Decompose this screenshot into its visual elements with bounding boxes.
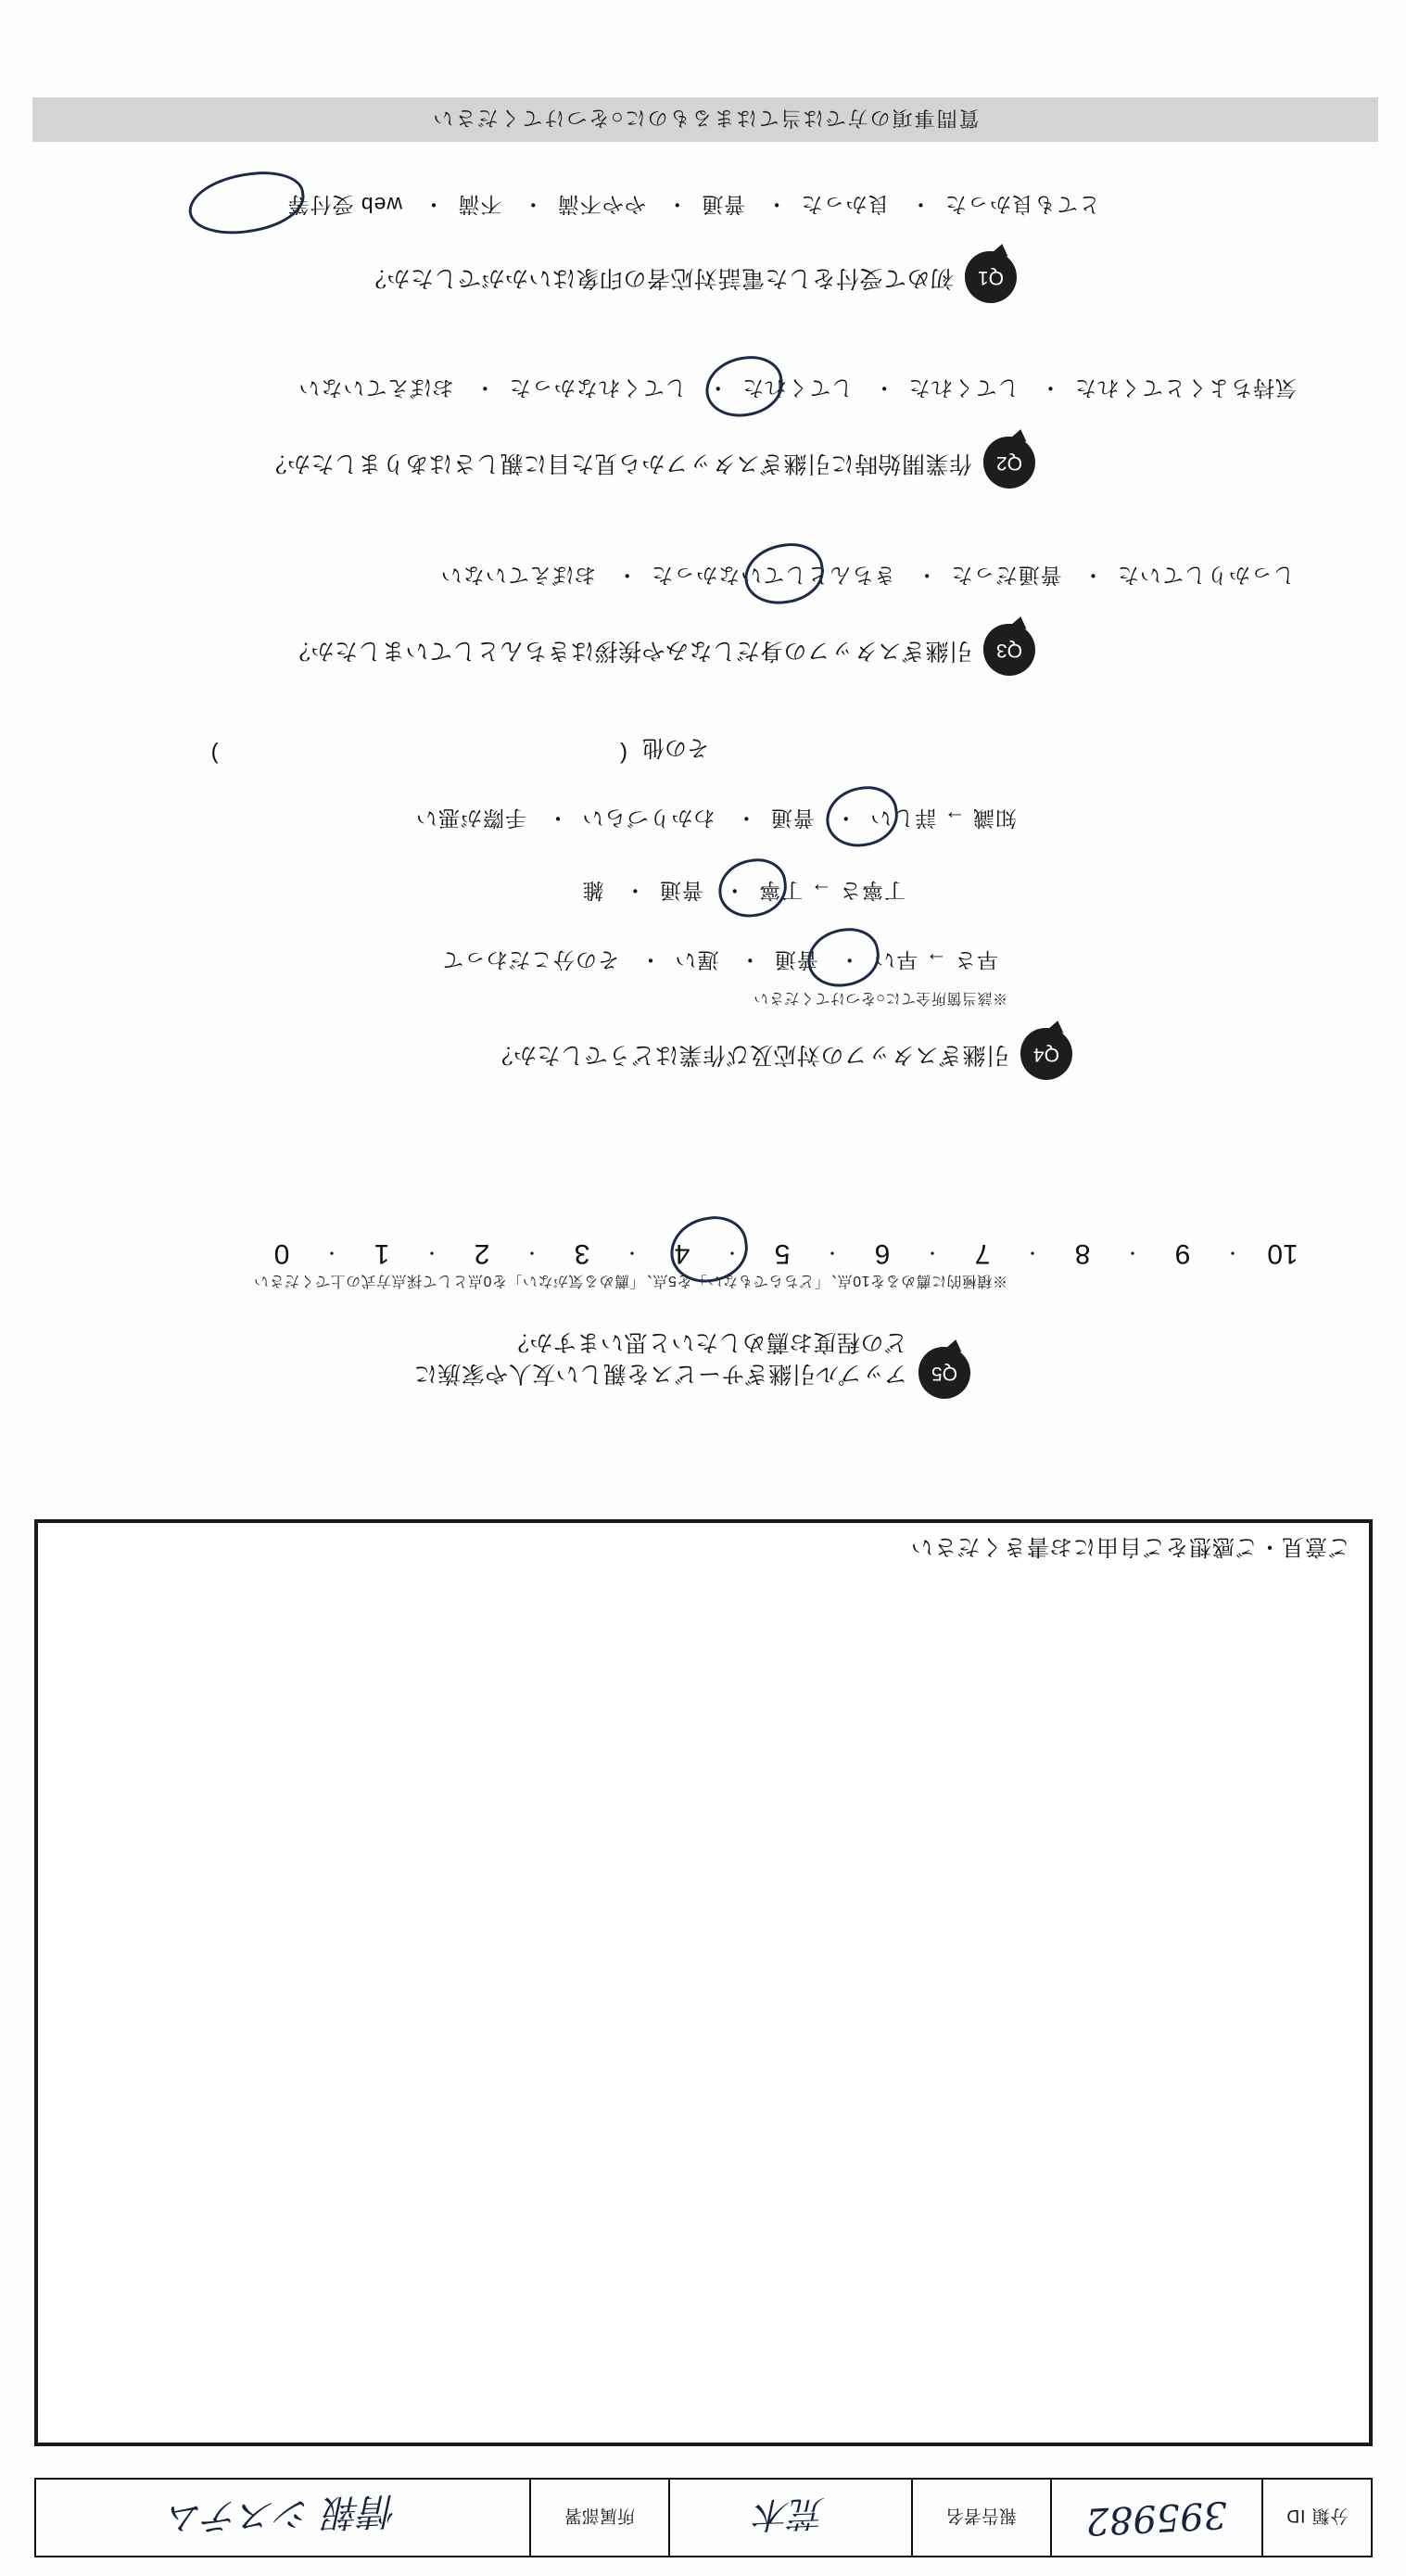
- q3-opt-4[interactable]: おぼえていない: [439, 564, 596, 588]
- q5-scale-dot: ・: [624, 1243, 640, 1262]
- q2-text: 作業開始時に引継ぎスタッフから見た目に親しさはありましたか？: [262, 450, 972, 476]
- q4-row-speed-arrow: →: [924, 948, 947, 972]
- free-comment-box[interactable]: [34, 1519, 1373, 2446]
- q5-scale-dot: ・: [323, 1243, 340, 1262]
- q4-other-label: その他: [642, 735, 709, 760]
- q4-opt-kno-3[interactable]: わかりづらい: [581, 806, 716, 831]
- question-block-q2: [201, 437, 1035, 489]
- q4-other-paren: (: [620, 742, 627, 767]
- q4-opt-kno-4[interactable]: 手際が悪い: [415, 806, 527, 831]
- q5-scale-dot: ・: [924, 1243, 941, 1262]
- header-name-label: 報告者名: [911, 2480, 1050, 2556]
- q2-opt-2[interactable]: してくれた: [907, 376, 1020, 400]
- question-block-q4: [331, 1028, 1072, 1080]
- q4-opt-speed-4[interactable]: その分こだわって: [441, 948, 620, 972]
- header-unit-value: [36, 2480, 529, 2556]
- q5-scale-0[interactable]: 0: [273, 1238, 290, 1269]
- q1-text: 初めて受付をした電話対応者の印象はいかがでしたか？: [362, 265, 954, 291]
- q3-opt-3[interactable]: きちんとしていなかった: [651, 564, 896, 588]
- q5-text: アップル引継ぎサービスを親しい友人や家族に どの程度お薦めしたいと思いますか？: [413, 1329, 907, 1387]
- q4-note: ※該当箇所全てに○をつけてください: [753, 990, 1007, 1006]
- q1-opt-6[interactable]: web 受付等: [286, 193, 403, 217]
- q5-scale-dot: ・: [424, 1243, 440, 1262]
- q2-opt-3[interactable]: してくれた: [741, 376, 854, 400]
- q5-head: [229, 1326, 970, 1400]
- q1-opt-4[interactable]: やや不満: [556, 193, 646, 217]
- q4-text: 引継ぎスタッフの対応及び作業はどうでしたか？: [488, 1042, 1009, 1068]
- q5-scale-9[interactable]: 9: [1174, 1238, 1191, 1269]
- q5-scale-dot: ・: [1224, 1243, 1241, 1262]
- handwritten-id: 395982: [1084, 2493, 1229, 2543]
- q5-note: ※積極的に薦めるを10点、「どちらでもない」を5点、「薦める気がない」を0点として採点方式の上でください: [253, 1273, 1007, 1288]
- header-id-value: [1050, 2480, 1261, 2556]
- q5-badge: Q5: [918, 1347, 970, 1399]
- q5-scale: [242, 1237, 1323, 1269]
- question-block-q5: [229, 1326, 970, 1400]
- q5-scale-5[interactable]: 5: [774, 1238, 791, 1269]
- q4-opt-speed-2[interactable]: 普通: [773, 948, 818, 972]
- question-block-q1: [183, 251, 1017, 303]
- q4-row-knowledge-arrow: →: [943, 806, 966, 831]
- q3-badge: Q3: [983, 624, 1035, 676]
- section-banner: 質問事項の方では当てはまるものに○をつけてください: [32, 97, 1378, 142]
- q5-scale-dot: ・: [724, 1243, 741, 1262]
- header-id-label: 分類 ID: [1261, 2480, 1371, 2556]
- q4-opt-speed-1[interactable]: 早い: [873, 948, 918, 972]
- q4-row-knowledge: 知識 → 詳しい・ 普通・ わかりづらい・ 手際が悪い: [415, 806, 1017, 831]
- q2-opt-5[interactable]: おぼえていない: [298, 376, 454, 400]
- q1-options: とても良かった・ 良かった・ 普通・ やや不満・ 不満・ web 受付等: [286, 193, 1100, 217]
- q5-scale-2[interactable]: 2: [474, 1238, 490, 1269]
- q1-head: [183, 251, 1017, 303]
- handwritten-unit: 情報 システム: [166, 2489, 399, 2540]
- header-table: [34, 2478, 1373, 2557]
- q2-options: 気持ちよくとてくれた・ してくれた・ してくれた・ してくれなかった・ おぼえていない: [298, 376, 1297, 400]
- q5-scale-dot: ・: [824, 1243, 841, 1262]
- q3-opt-2[interactable]: 普通だった: [950, 564, 1062, 588]
- q2-opt-4[interactable]: してくれなかった: [508, 376, 687, 400]
- q5-scale-3[interactable]: 3: [574, 1238, 590, 1269]
- q4-row-speed-label: 早さ: [954, 948, 998, 972]
- q4-badge: Q4: [1020, 1028, 1072, 1080]
- q4-opt-pol-3[interactable]: 雑: [581, 879, 604, 903]
- q2-head: [201, 437, 1035, 489]
- q3-options: しっかりしていた・ 普通だった・ きちんとしていなかった・ おぼえていない: [439, 564, 1295, 588]
- q4-head: [331, 1028, 1072, 1080]
- question-block-q3: [201, 624, 1035, 676]
- q2-badge: Q2: [983, 437, 1035, 489]
- q1-opt-5[interactable]: 不満: [457, 193, 502, 217]
- q5-scale-1[interactable]: 1: [374, 1238, 390, 1269]
- free-comment-label: ご意見・ご感想をご自由にお書きください: [910, 1534, 1350, 1559]
- handwritten-name: 荒木: [754, 2493, 827, 2536]
- q5-scale-10[interactable]: 10: [1267, 1238, 1298, 1269]
- q1-badge: Q1: [965, 251, 1017, 303]
- q3-text: 引継ぎスタッフの身だしなみや挨拶はきちんとしていましたか？: [286, 638, 972, 664]
- q4-opt-pol-2[interactable]: 普通: [658, 879, 703, 903]
- q4-opt-kno-1[interactable]: 詳しい: [869, 806, 937, 831]
- q5-scale-4[interactable]: 4: [674, 1238, 690, 1269]
- q2-opt-1[interactable]: 気持ちよくとてくれた: [1074, 376, 1297, 400]
- q5-scale-7[interactable]: 7: [974, 1238, 991, 1269]
- q4-row-politeness-label: 丁寧さ: [839, 879, 906, 903]
- header-name-value: [668, 2480, 911, 2556]
- q4-row-politeness: 丁寧さ → 丁寧・ 普通・ 雑: [581, 879, 906, 903]
- q3-opt-1[interactable]: しっかりしていた: [1117, 564, 1295, 588]
- q5-scale-dot: ・: [1124, 1243, 1141, 1262]
- q5-scale-6[interactable]: 6: [874, 1238, 891, 1269]
- q4-row-knowledge-label: 知識: [972, 806, 1017, 831]
- q5-scale-dot: ・: [1024, 1243, 1041, 1262]
- q4-other-paren-close: ): [210, 742, 219, 767]
- q4-opt-pol-1[interactable]: 丁寧: [758, 879, 804, 903]
- q5-scale-8[interactable]: 8: [1074, 1238, 1091, 1269]
- q1-opt-3[interactable]: 普通: [701, 193, 746, 217]
- q1-opt-1[interactable]: とても良かった: [944, 193, 1100, 217]
- q5-scale-dot: ・: [524, 1243, 540, 1262]
- q1-opt-2[interactable]: 良かった: [800, 193, 890, 217]
- q3-head: [201, 624, 1035, 676]
- q4-row-speed: 早さ → 早い・ 普通・ 遅い・ その分こだわって: [441, 948, 998, 972]
- q4-other-input[interactable]: [108, 741, 627, 767]
- header-unit-label: 所属部署: [529, 2480, 668, 2556]
- q4-opt-kno-2[interactable]: 普通: [769, 806, 815, 831]
- q4-opt-speed-3[interactable]: 遅い: [674, 948, 719, 972]
- q4-row-politeness-arrow: →: [809, 879, 832, 903]
